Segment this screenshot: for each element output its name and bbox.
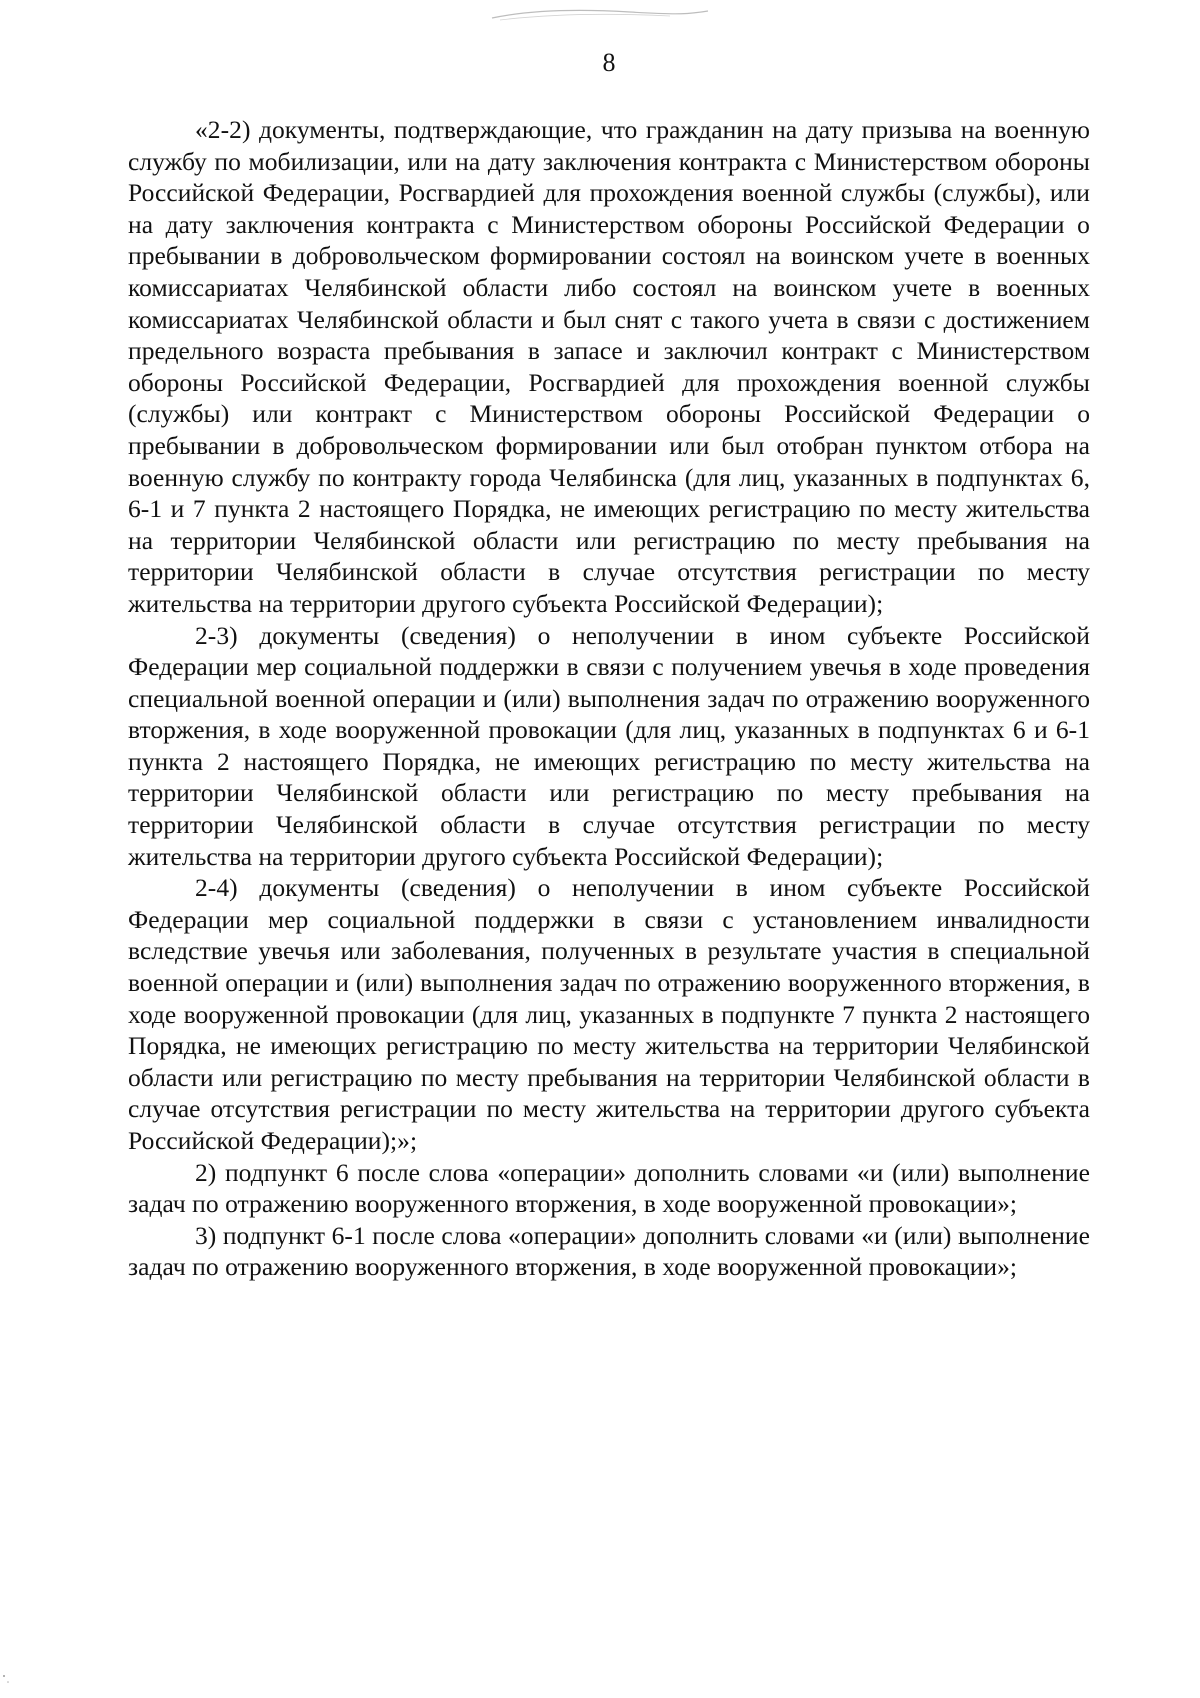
paragraph-2-3: 2-3) документы (сведения) о неполучении в ином субъекте Российской Федерации мер социальной поддержки в связи с получением увечья в ходе проведения специальной военной операции и (или) выполнения задач по отражению вооруженного вторжения, в ходе вооруженной провокации (для лиц, указанных в подпунктах 6 и 6-1 пункта 2 настоящего Порядка, не имеющих регистрацию по месту жительства на территории Челябинской области или регистрацию по месту пребывания на территории Челябинской области в случае отсутствия регистрации по месту жительства на территории другого субъекта Российской Федерации); [128, 620, 1090, 871]
paragraph-subpoint-3: 3) подпункт 6-1 после слова «операции» дополнить словами «и (или) выполнение задач по отражению вооруженного вторжения, в ходе вооруженной провокации»; [128, 1220, 1090, 1282]
paragraph-2-4: 2-4) документы (сведения) о неполучении в ином субъекте Российской Федерации мер социальной поддержки в связи с установлением инвалидности вследствие увечья или заболевания, полученных в результате участия в специальной военной операции и (или) выполнения задач по отражению вооруженного вторжения, в ходе вооруженной провокации (для лиц, указанных в подпункте 7 пункта 2 настоящего Порядка, не имеющих регистрацию по месту жительства на территории Челябинской области или регистрацию по месту пребывания на территории Челябинской области в случае отсутствия регистрации по месту жительства на территории другого субъекта Российской Федерации);»; [128, 873, 1090, 1155]
document-body [128, 114, 1090, 1283]
scan-artifact [490, 8, 710, 22]
paragraph-subpoint-2: 2) подпункт 6 после слова «операции» дополнить словами «и (или) выполнение задач по отражению вооруженного вторжения, в ходе вооруженной провокации»; [128, 1157, 1090, 1219]
paragraph-2-2: «2-2) документы, подтверждающие, что гражданин на дату призыва на военную службу по мобилизации, или на дату заключения контракта с Министерством обороны Российской Федерации, Росгвардией для прохождения военной службы (службы), или на дату заключения контракта с Министерством обороны Российской Федерации о пребывании в добровольческом формировании состоял на воинском учете в военных комиссариатах Челябинской области либо состоял на воинском учете в военных комиссариатах Челябинской области и был снят с такого учета в связи с достижением предельного возраста пребывания в запасе и заключил контракт с Министерством обороны Российской Федерации, Росгвардией для прохождения военной службы (службы) или контракт с Министерством обороны Российской Федерации о пребывании в добровольческом формировании или был отобран пунктом отбора на военную службу по контракту города Челябинска (для лиц, указанных в подпунктах 6, 6-1 и 7 пункта 2 настоящего Порядка, не имеющих регистрацию по месту жительства на территории Челябинской области или регистрацию по месту пребывания на территории Челябинской области в случае отсутствия регистрации по месту жительства на территории другого субъекта Российской Федерации); [128, 115, 1090, 618]
scan-artifact [0, 1670, 20, 1690]
page-number: 8 [602, 48, 616, 77]
